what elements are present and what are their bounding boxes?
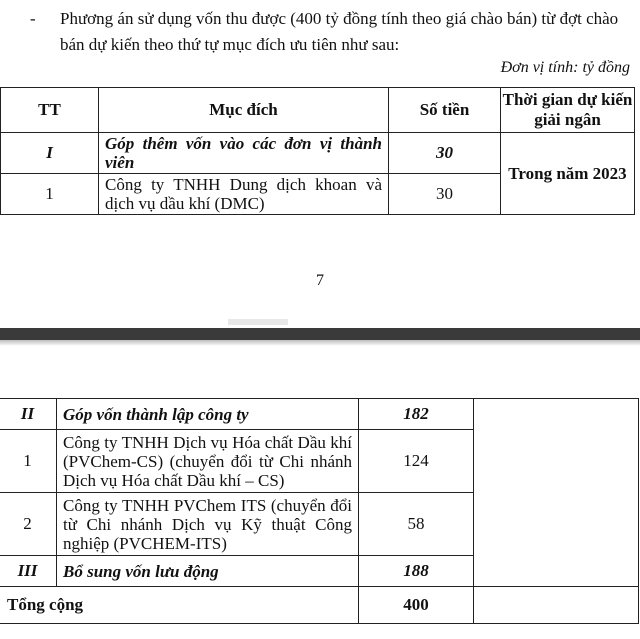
row-purpose: Công ty TNHH Dung dịch khoan và dịch vụ dầu khí (DMC) [99, 174, 389, 215]
total-time-empty [474, 587, 639, 624]
row-tt: I [1, 133, 99, 174]
intro-paragraph [30, 6, 635, 58]
page-break-shadow [0, 340, 640, 346]
unit-note: Đơn vị tính: tỷ đồng [500, 59, 630, 76]
disbursement-time: Trong năm 2023 [501, 133, 635, 215]
intro-text: Phương án sử dụng vốn thu được (400 tỷ đồng tính theo giá chào bán) từ đợt chào bán dự kiến theo thứ tự mục đích ưu tiên như sau: [60, 9, 619, 54]
total-amount: 400 [359, 587, 474, 624]
table-row [0, 399, 639, 430]
bullet-dash: - [30, 9, 36, 28]
row-amount: 182 [359, 399, 474, 430]
time-cell-empty [474, 399, 639, 587]
row-purpose: Công ty TNHH Dịch vụ Hóa chất Dầu khí (PVChem-CS) (chuyển đổi từ Chi nhánh Dịch vụ Hóa chất Dầu khí – CS) [57, 430, 359, 493]
row-tt: 2 [0, 493, 57, 556]
row-tt: 1 [0, 430, 57, 493]
row-amount: 188 [359, 556, 474, 587]
row-purpose: Góp thêm vốn vào các đơn vị thành viên [99, 133, 389, 174]
header-tt: TT [1, 88, 99, 133]
total-label: Tổng cộng [0, 587, 359, 624]
total-row [0, 587, 639, 624]
row-tt: III [0, 556, 57, 587]
table-row [1, 133, 635, 174]
faint-watermark [228, 319, 288, 325]
row-purpose: Công ty TNHH PVChem ITS (chuyển đổi từ Chi nhánh Dịch vụ Kỹ thuật Công nghiệp (PVCHEM-ITS) [57, 493, 359, 556]
capital-use-table-page1 [0, 87, 635, 215]
bottom-edge [0, 630, 640, 639]
row-amount: 58 [359, 493, 474, 556]
table-header-row [1, 88, 635, 133]
row-purpose: Góp vốn thành lập công ty [57, 399, 359, 430]
row-tt: 1 [1, 174, 99, 215]
page-number: 7 [316, 272, 324, 289]
header-amount: Số tiền [389, 88, 501, 133]
capital-use-table-page2 [0, 398, 639, 624]
row-amount: 124 [359, 430, 474, 493]
row-amount: 30 [389, 174, 501, 215]
row-tt: II [0, 399, 57, 430]
page-break-bar [0, 328, 640, 340]
header-purpose: Mục đích [99, 88, 389, 133]
header-time: Thời gian dự kiến giải ngân [501, 88, 635, 133]
row-purpose: Bổ sung vốn lưu động [57, 556, 359, 587]
row-amount: 30 [389, 133, 501, 174]
